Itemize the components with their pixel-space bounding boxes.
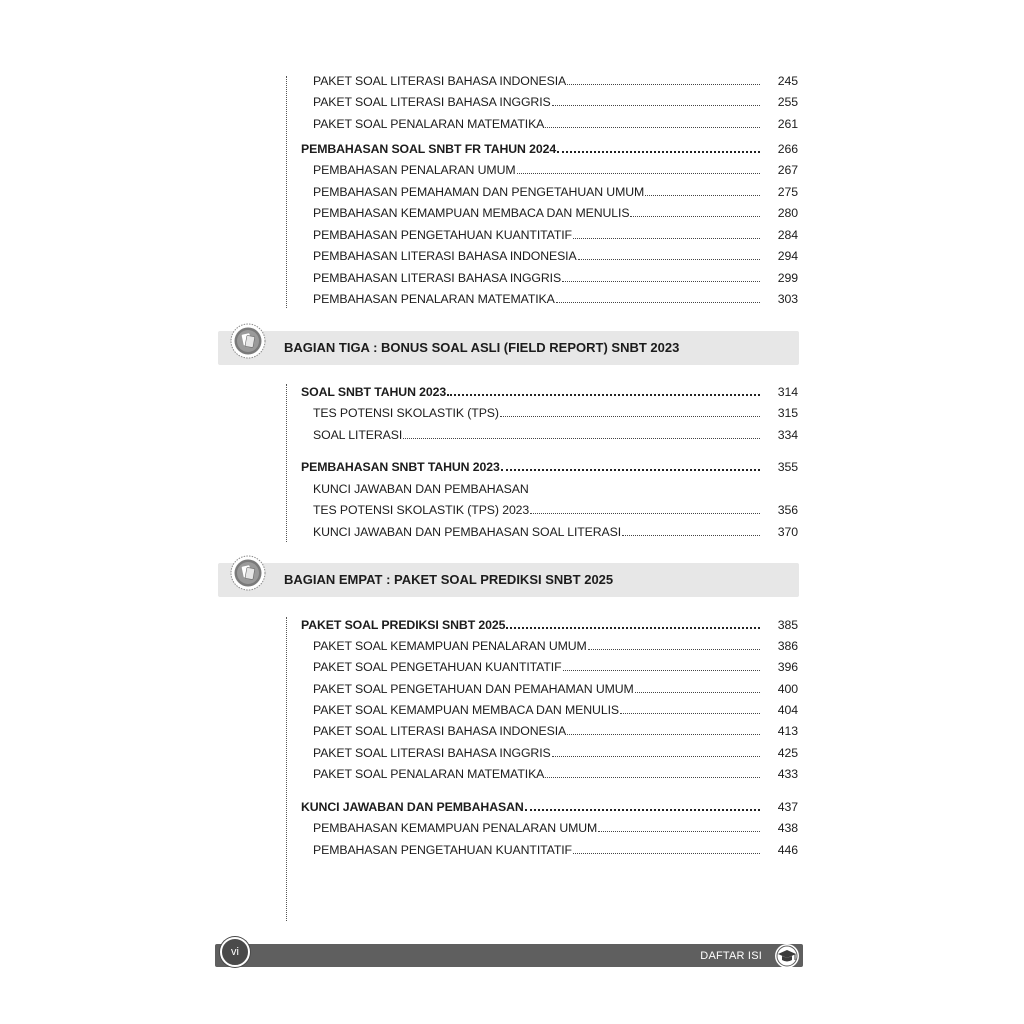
section-badge-icon (230, 323, 266, 359)
toc-entry-title: PAKET SOAL PENALARAN MATEMATIKA (313, 117, 545, 131)
toc-entry-title: PAKET SOAL KEMAMPUAN PENALARAN UMUM (313, 639, 587, 653)
toc-entry-title: PEMBAHASAN PENGETAHUAN KUANTITATIF (313, 228, 572, 242)
toc-entry-page: 245 (777, 74, 798, 88)
toc-entry[interactable] (313, 427, 798, 443)
toc-entry-page: 400 (777, 682, 798, 696)
toc-guide-line (286, 76, 287, 308)
toc-entry[interactable] (313, 766, 798, 782)
section-banner-title: BAGIAN TIGA : BONUS SOAL ASLI (FIELD REPORT) SNBT 2023 (284, 340, 680, 355)
toc-entry[interactable] (313, 270, 798, 286)
toc-entry-page: 386 (777, 639, 798, 653)
dot-leader (556, 302, 760, 303)
toc-entry-title: PAKET SOAL PENGETAHUAN DAN PEMAHAMAN UMUM (313, 682, 634, 696)
toc-entry-page: 425 (777, 746, 798, 760)
dot-leader (645, 195, 760, 196)
dot-leader (517, 173, 761, 174)
toc-entry[interactable] (313, 227, 798, 243)
toc-entry-page: 261 (777, 117, 798, 131)
dot-leader (525, 809, 760, 811)
dot-leader (567, 84, 760, 85)
dot-leader (501, 469, 760, 471)
toc-entry-page: 355 (777, 460, 798, 474)
toc-entry[interactable] (313, 481, 798, 497)
toc-entry[interactable] (313, 723, 798, 739)
toc-entry-title: SOAL SNBT TAHUN 2023 (301, 385, 447, 399)
toc-entry-title: PEMBAHASAN LITERASI BAHASA INDONESIA (313, 249, 577, 263)
toc-entry-title: PAKET SOAL PENALARAN MATEMATIKA (313, 767, 545, 781)
toc-entry-page: 280 (777, 206, 798, 220)
toc-entry[interactable] (313, 405, 798, 421)
toc-entry-page: 438 (777, 821, 798, 835)
toc-entry-page: 413 (777, 724, 798, 738)
dot-leader (447, 394, 760, 396)
toc-entry[interactable] (313, 659, 798, 675)
dot-leader (578, 259, 760, 260)
dot-leader (598, 831, 760, 832)
dot-leader (573, 238, 760, 239)
toc-entry-title: PAKET SOAL PENGETAHUAN KUANTITATIF (313, 660, 562, 674)
dot-leader (506, 627, 760, 629)
toc-entry[interactable] (313, 184, 798, 200)
toc-entry-title: PEMBAHASAN KEMAMPUAN PENALARAN UMUM (313, 821, 598, 835)
dot-leader (545, 127, 760, 128)
toc-entry[interactable] (313, 205, 798, 221)
toc-entry-title: KUNCI JAWABAN DAN PEMBAHASAN SOAL LITERASI (313, 525, 622, 539)
toc-entry-major[interactable] (301, 799, 798, 815)
toc-entry-page: 433 (777, 767, 798, 781)
toc-entry-page: 314 (777, 385, 798, 399)
toc-entry-title: PEMBAHASAN SOAL SNBT FR TAHUN 2024 (301, 142, 557, 156)
toc-entry-title: PAKET SOAL LITERASI BAHASA INGGRIS (313, 746, 551, 760)
toc-entry-title: TES POTENSI SKOLASTIK (TPS) (313, 406, 499, 420)
toc-entry-page: 404 (777, 703, 798, 717)
toc-entry[interactable] (313, 162, 798, 178)
dot-leader (530, 513, 760, 514)
dot-leader (562, 281, 760, 282)
dot-leader (630, 216, 760, 217)
toc-entry[interactable] (313, 681, 798, 697)
dot-leader (403, 438, 760, 439)
graduation-cap-icon (774, 943, 800, 969)
toc-entry[interactable] (313, 842, 798, 858)
toc-entry-page: 446 (777, 843, 798, 857)
dot-leader (622, 535, 760, 536)
dot-leader (620, 713, 760, 714)
toc-entry-title: PAKET SOAL LITERASI BAHASA INDONESIA (313, 74, 567, 88)
toc-entry-page: 356 (777, 503, 798, 517)
toc-entry-title: PEMBAHASAN PEMAHAMAN DAN PENGETAHUAN UMUM (313, 185, 645, 199)
toc-entry-page: 266 (777, 142, 798, 156)
toc-entry-title: PAKET SOAL LITERASI BAHASA INGGRIS (313, 95, 551, 109)
page-number: vi (220, 937, 250, 967)
toc-entry-title: PEMBAHASAN LITERASI BAHASA INGGRIS (313, 271, 562, 285)
toc-entry-page: 275 (777, 185, 798, 199)
toc-entry[interactable] (313, 73, 798, 89)
toc-entry-page: 255 (777, 95, 798, 109)
toc-entry-page: 299 (777, 271, 798, 285)
toc-entry-page: 303 (777, 292, 798, 306)
footer-title: DAFTAR ISI (700, 950, 762, 962)
section-badge-icon (230, 555, 266, 591)
dot-leader (557, 151, 760, 153)
dot-leader (500, 416, 760, 417)
toc-entry-page: 334 (777, 428, 798, 442)
toc-entry-page: 385 (777, 618, 798, 632)
dot-leader (635, 692, 760, 693)
toc-entry-title: KUNCI JAWABAN DAN PEMBAHASAN (313, 482, 529, 496)
dot-leader (545, 777, 760, 778)
toc-entry-page: 267 (777, 163, 798, 177)
toc-entry[interactable] (313, 116, 798, 132)
toc-entry-page: 437 (777, 800, 798, 814)
toc-entry[interactable] (313, 638, 798, 654)
toc-entry-major[interactable] (301, 141, 798, 157)
toc-entry-title: PAKET SOAL LITERASI BAHASA INDONESIA (313, 724, 567, 738)
toc-entry[interactable] (313, 94, 798, 110)
toc-entry-page: 315 (777, 406, 798, 420)
toc-entry-page: 370 (777, 525, 798, 539)
toc-entry-page: 284 (777, 228, 798, 242)
toc-entry-major[interactable] (301, 384, 798, 400)
toc-entry-title: SOAL LITERASI (313, 428, 403, 442)
toc-entry-title: TES POTENSI SKOLASTIK (TPS) 2023 (313, 503, 530, 517)
toc-entry[interactable] (313, 702, 798, 718)
toc-entry-title: PEMBAHASAN PENALARAN UMUM (313, 163, 516, 177)
toc-entry-title: PEMBAHASAN KEMAMPUAN MEMBACA DAN MENULIS (313, 206, 630, 220)
toc-entry-title: PAKET SOAL PREDIKSI SNBT 2025 (301, 618, 506, 632)
dot-leader (567, 734, 760, 735)
toc-entry[interactable] (313, 745, 798, 761)
toc-entry-page: 294 (777, 249, 798, 263)
dot-leader (588, 649, 760, 650)
toc-entry-major[interactable] (301, 459, 798, 475)
toc-entry-title: PEMBAHASAN PENGETAHUAN KUANTITATIF (313, 843, 572, 857)
toc-entry[interactable] (313, 502, 798, 518)
toc-entry-title: KUNCI JAWABAN DAN PEMBAHASAN (301, 800, 524, 814)
toc-guide-line (286, 384, 287, 542)
dot-leader (573, 853, 760, 854)
toc-entry-title: PEMBAHASAN SNBT TAHUN 2023 (301, 460, 500, 474)
toc-entry-page: 396 (777, 660, 798, 674)
dot-leader (563, 670, 761, 671)
toc-guide-line (286, 617, 287, 921)
toc-entry[interactable] (313, 820, 798, 836)
dot-leader (552, 756, 760, 757)
toc-entry[interactable] (313, 524, 798, 540)
toc-entry[interactable] (313, 248, 798, 264)
toc-entry-title: PEMBAHASAN PENALARAN MATEMATIKA (313, 292, 555, 306)
toc-entry-title: PAKET SOAL KEMAMPUAN MEMBACA DAN MENULIS (313, 703, 619, 717)
dot-leader (552, 105, 760, 106)
toc-entry-major[interactable] (301, 617, 798, 633)
section-banner-title: BAGIAN EMPAT : PAKET SOAL PREDIKSI SNBT 2025 (284, 572, 614, 587)
toc-entry[interactable] (313, 291, 798, 307)
